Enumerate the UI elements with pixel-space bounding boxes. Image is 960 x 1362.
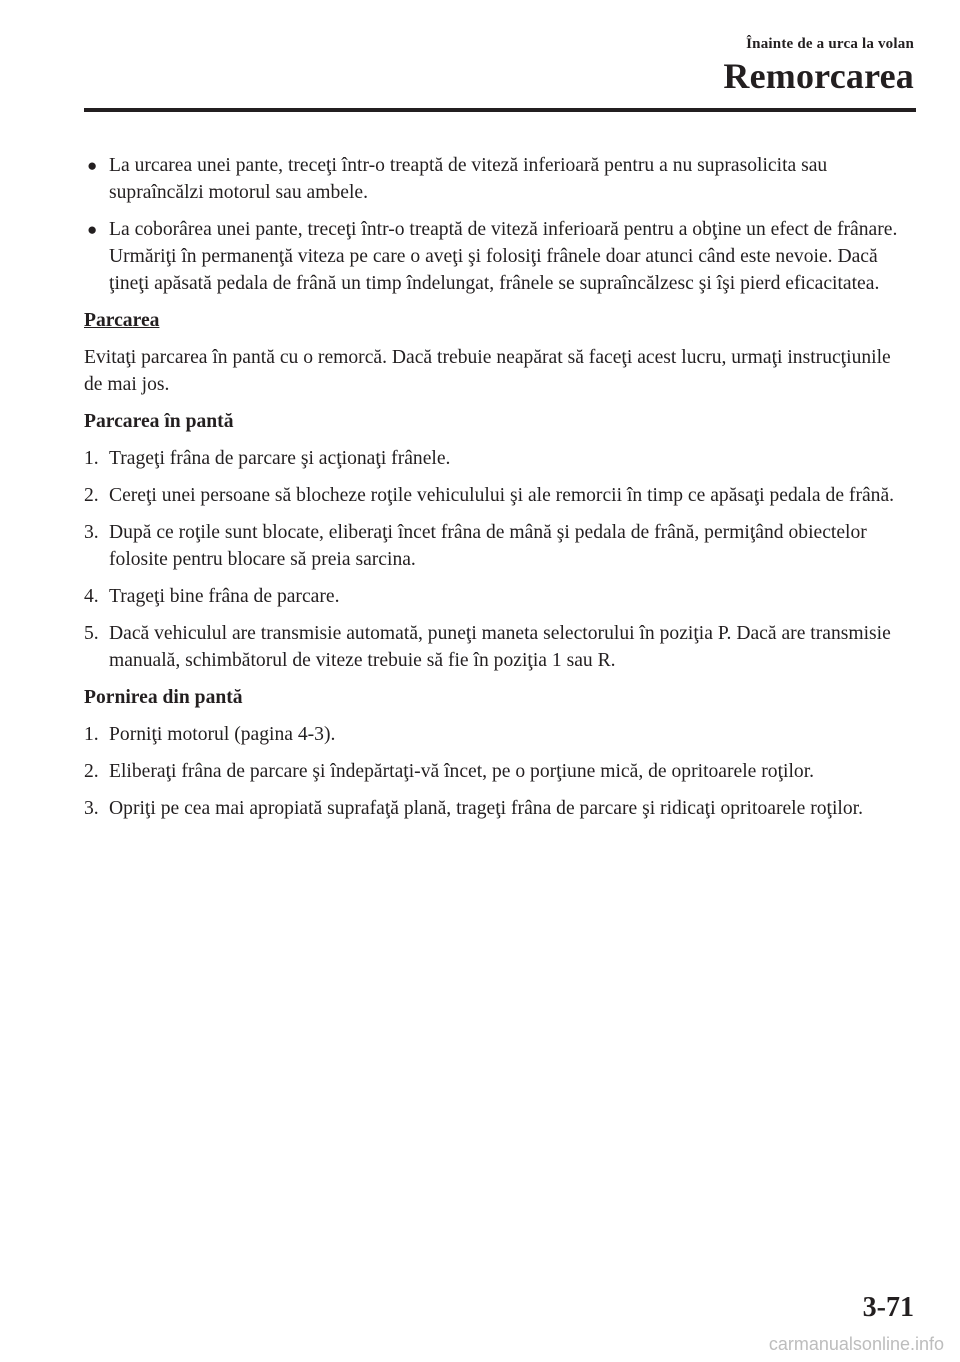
step-number: 3. [84, 798, 99, 819]
step-text: Porniţi motorul (pagina 4-3). [109, 724, 336, 745]
step-text: Trageţi frâna de parcare şi acţionaţi frânele. [109, 448, 451, 469]
bullet-icon: ● [87, 220, 98, 239]
bullet-text: La coborârea unei pante, treceţi într-o treaptă de viteză inferioară pentru a obţine un efect de frânare. Urmăriţi în permanenţă viteza pe care o aveţi şi folosiţi frânele doar atunci când este nevoie. Dacă ţineţi apăsată pedala de frână un timp îndelungat, frânele se supraîncălzesc şi îşi pierd eficacitatea. [109, 219, 898, 294]
step-item [84, 620, 914, 674]
parking-intro: Evitaţi parcarea în pantă cu o remorcă. Dacă trebuie neapărat să faceţi acest lucru, urmaţi instrucţiunile de mai jos. [84, 347, 891, 395]
bullet-item [84, 152, 914, 206]
step-text: Opriţi pe cea mai apropiată suprafaţă plană, trageţi frâna de parcare şi ridicaţi opritoarele roţilor. [109, 798, 863, 819]
parking-slope-heading: Parcarea în pantă [84, 411, 234, 432]
step-number: 4. [84, 586, 99, 607]
step-number: 1. [84, 724, 99, 745]
step-item [84, 721, 914, 748]
step-number: 1. [84, 448, 99, 469]
parking-heading: Parcarea [84, 310, 160, 331]
bullet-text: La urcarea unei pante, treceţi într-o treaptă de viteză inferioară pentru a nu suprasolicita sau supraîncălzi motorul sau ambele. [109, 155, 828, 203]
step-text: Trageţi bine frâna de parcare. [109, 586, 340, 607]
page-content [84, 152, 914, 832]
step-item [84, 519, 914, 573]
step-item [84, 758, 914, 785]
step-number: 3. [84, 522, 99, 543]
step-number: 5. [84, 623, 99, 644]
header-divider [84, 108, 916, 112]
step-item [84, 583, 914, 610]
step-number: 2. [84, 761, 99, 782]
page-header [723, 36, 914, 97]
watermark: carmanualsonline.info [768, 1334, 944, 1354]
step-text: Cereţi unei persoane să blocheze roţile vehiculului şi ale remorcii în timp ce apăsaţi pedala de frână. [109, 485, 895, 506]
page-title: Remorcarea [723, 56, 914, 96]
page-number: 3-71 [862, 1292, 914, 1323]
step-text: După ce roţile sunt blocate, eliberaţi încet frâna de mână şi pedala de frână, permiţând obiectelor folosite pentru blocare să preia sarcina. [109, 522, 867, 570]
step-item [84, 445, 914, 472]
bullet-icon: ● [87, 156, 98, 175]
bullet-item [84, 216, 914, 297]
step-text: Eliberaţi frâna de parcare şi îndepărtaţi-vă încet, pe o porţiune mică, de opritoarele roţilor. [109, 761, 815, 782]
step-text: Dacă vehiculul are transmisie automată, puneţi maneta selectorului în poziţia P. Dacă are transmisie manuală, schimbătorul de viteze trebuie să fie în poziţia 1 sau R. [109, 623, 891, 671]
starting-slope-heading: Pornirea din pantă [84, 687, 243, 708]
section-title: Înainte de a urca la volan [746, 36, 914, 52]
step-item [84, 482, 914, 509]
step-number: 2. [84, 485, 99, 506]
step-item [84, 795, 914, 822]
